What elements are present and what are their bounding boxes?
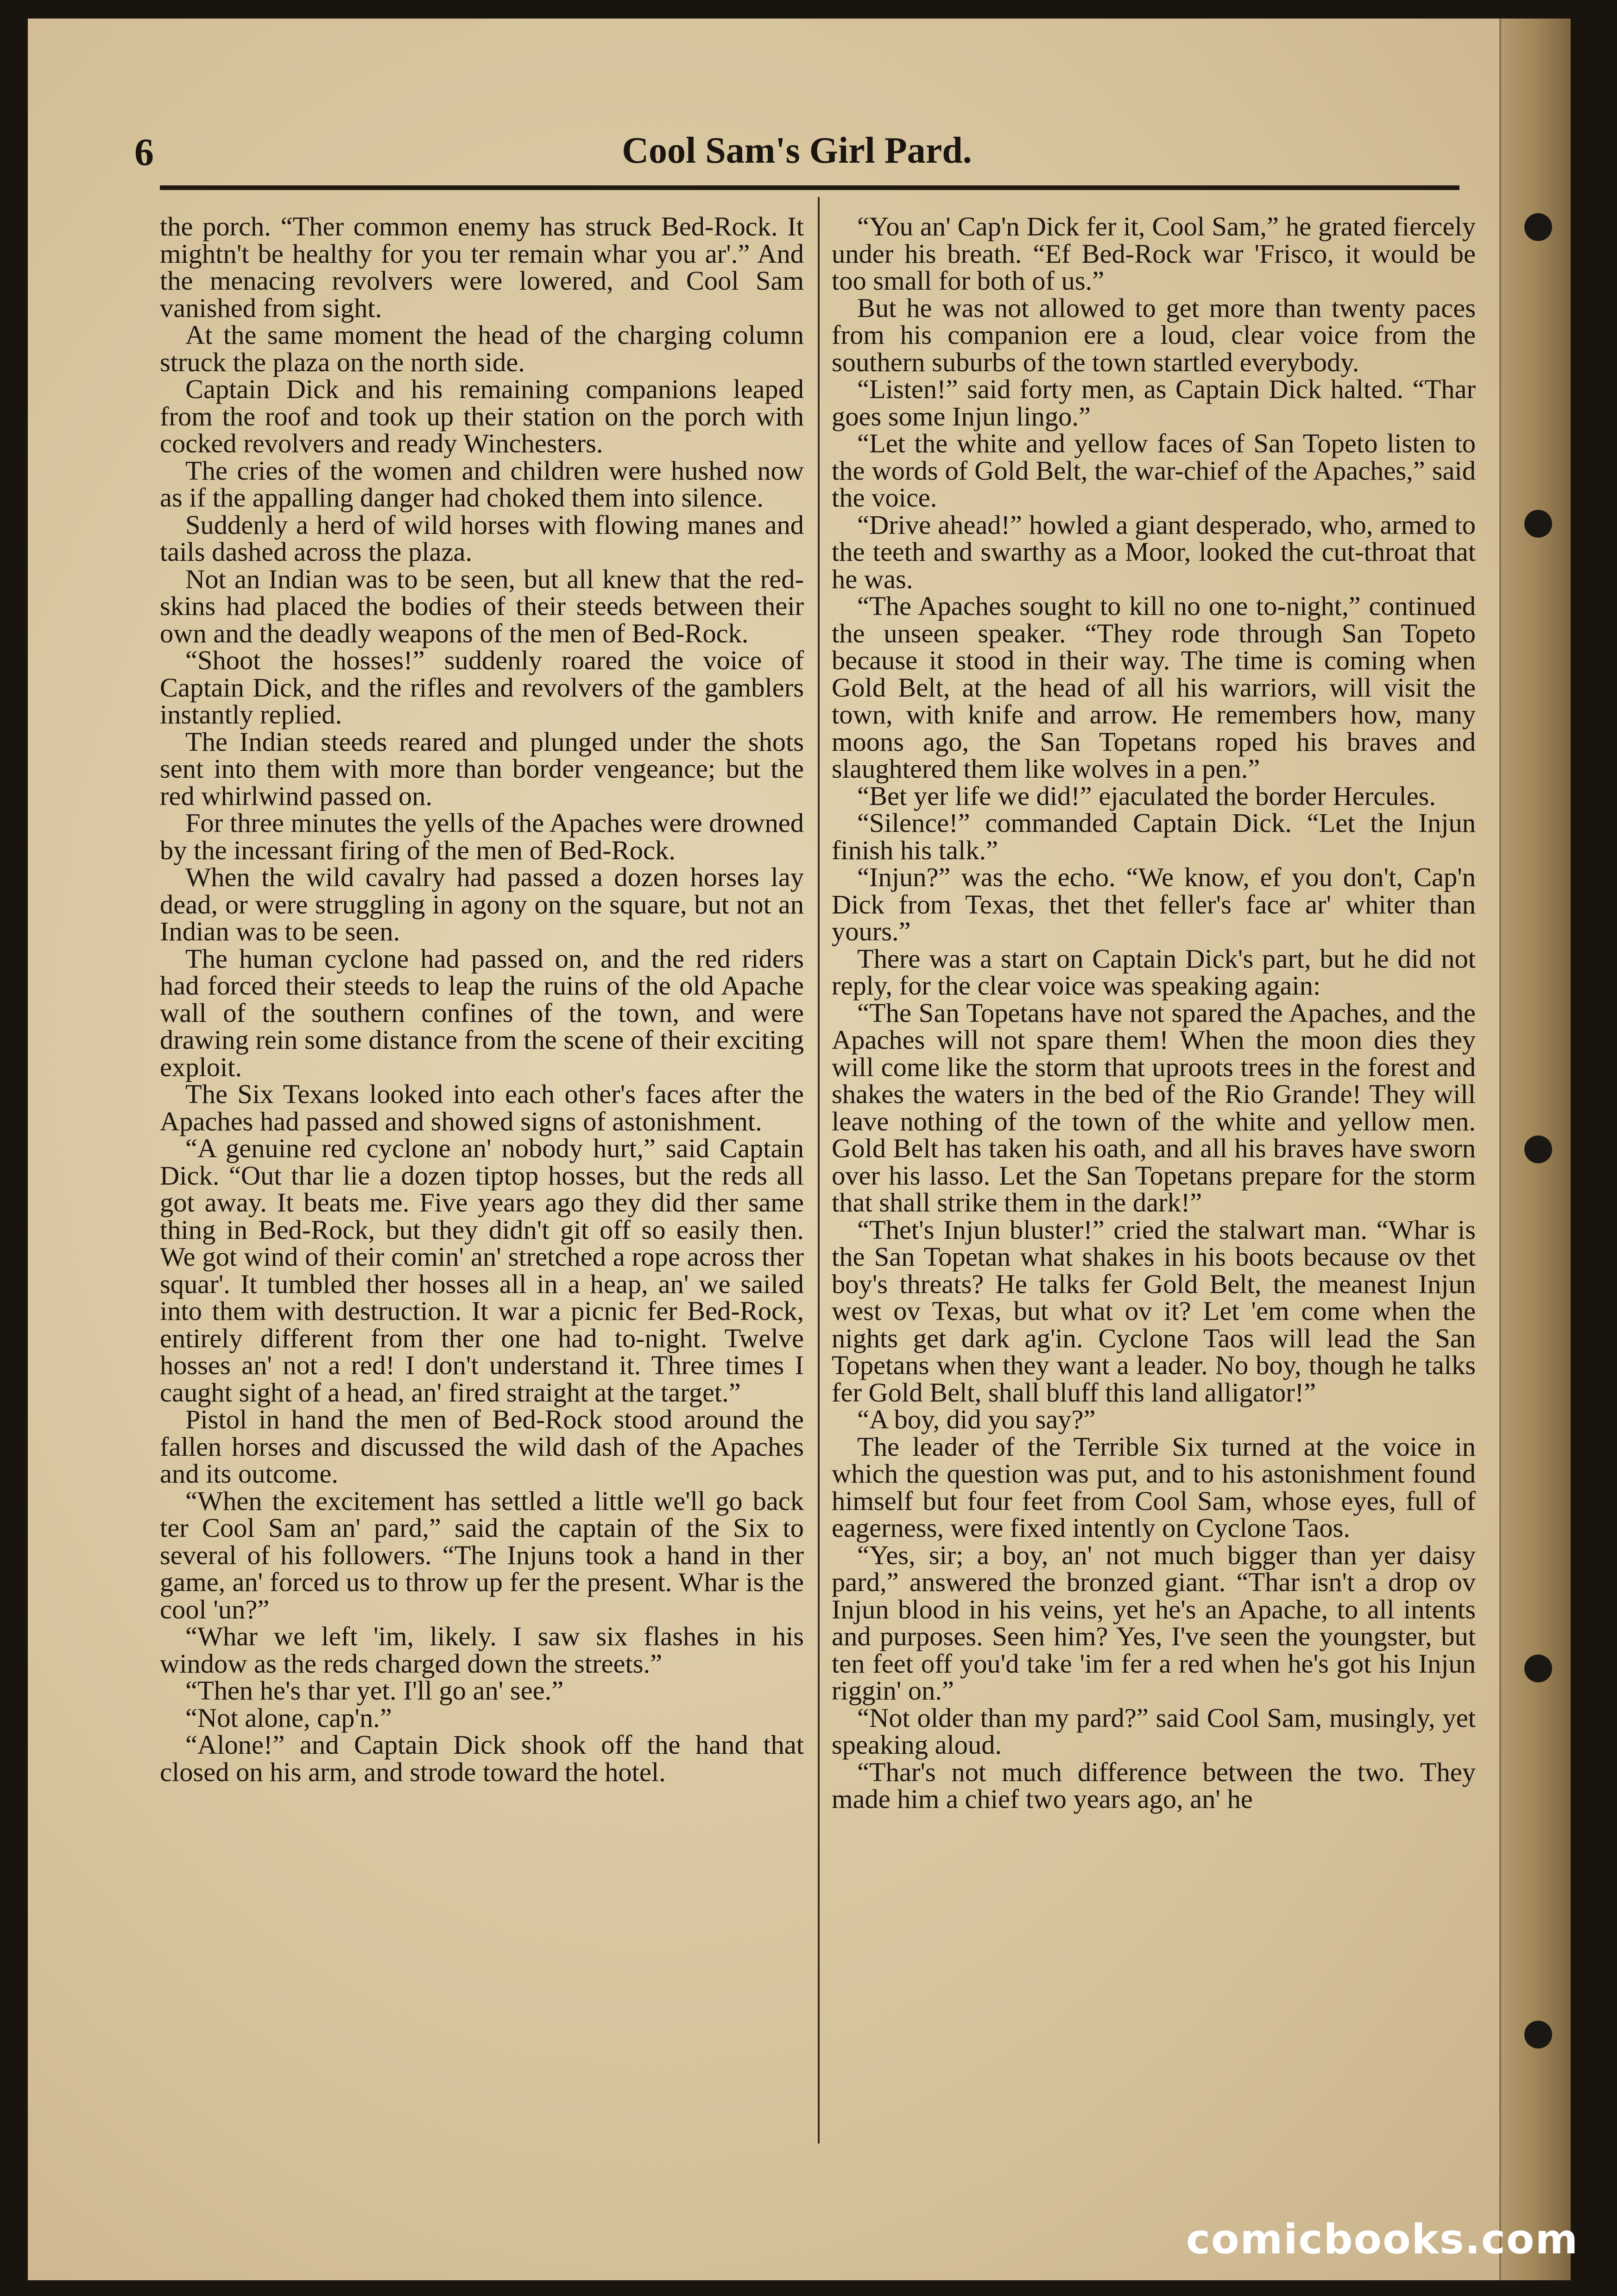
paragraph: The Six Texans looked into each other's faces after the Apaches had passed and showed signs of astonishment. [160,1079,804,1136]
paragraph: “Then he's thar yet. I'll go an' see.” [185,1675,564,1706]
paragraph: “Bet yer life we did!” ejaculated the border Hercules. [857,780,1436,811]
staple [1524,510,1552,538]
paragraph: “Thar's not much difference between the two. They made him a chief two years ago, an' he [832,1757,1476,1814]
left-text-column [160,213,804,1786]
paragraph: For three minutes the yells of the Apaches were drowned by the incessant firing of the men of Bed-Rock. [160,808,804,865]
paragraph: Suddenly a herd of wild horses with flowing manes and tails dashed across the plaza. [160,509,804,567]
paragraph: “When the excitement has settled a little we'll go back ter Cool Sam an' pard,” said the captain of the Six to several of his followers. “The Injuns took a hand in ther game, an' forced us to throw up fer the present. Whar is the cool 'un?” [160,1485,804,1624]
watermark: comicbooks.com [1186,2215,1579,2263]
paragraph: “Alone!” and Captain Dick shook off the hand that closed on his arm, and strode toward the hotel. [160,1730,804,1787]
paragraph: At the same moment the head of the charging column struck the plaza on the north side. [160,320,804,377]
staple [1524,213,1552,241]
paragraph: There was a start on Captain Dick's part, but he did not reply, for the clear voice was speaking again: [832,943,1476,1001]
paragraph: “Silence!” commanded Captain Dick. “Let the Injun finish his talk.” [832,808,1476,865]
paragraph: The cries of the women and children were hushed now as if the appalling danger had choked them into silence. [160,455,804,513]
paragraph: “Injun?” was the echo. “We know, ef you don't, Cap'n Dick from Texas, thet thet feller's face ar' whiter than yours.” [832,862,1476,946]
paragraph: “You an' Cap'n Dick fer it, Cool Sam,” he grated fiercely under his breath. “Ef Bed-Rock war 'Frisco, it would be too small for both of us.” [832,211,1476,296]
page-header [134,125,1459,181]
staple [1524,1655,1552,1682]
paragraph: “The Apaches sought to kill no one to-night,” continued the unseen speaker. “They rode through San Topeto because it stood in their way. The time is coming when Gold Belt, at the head of all his warriors, will visit the town, with knife and arrow. He remembers how, many moons ago, the San Topetans roped his braves and slaughtered them like wolves in a pen.” [832,591,1476,784]
running-title: Cool Sam's Girl Pard. [622,130,972,171]
paragraph: “Thet's Injun bluster!” cried the stalwart man. “Whar is the San Topetan what shakes in his boots because ov thet boy's threats? He talks fer Gold Belt, the meanest Injun west ov Texas, but what ov it? Let 'em come when the nights get dark ag'in. Cyclone Taos will lead the San Topetans when they want a leader. No boy, though he talks fer Gold Belt, shall bluff this land alligator!” [832,1214,1476,1408]
paragraph: The Indian steeds reared and plunged under the shots sent into them with more than border vengeance; but the red whirlwind passed on. [160,726,804,811]
paragraph: Pistol in hand the men of Bed-Rock stood around the fallen horses and discussed the wild dash of the Apaches and its outcome. [160,1404,804,1489]
paragraph: “A boy, did you say?” [857,1404,1096,1434]
paragraph: “A genuine red cyclone an' nobody hurt,” said Captain Dick. “Out thar lie a dozen tiptop hosses, but the reds all got away. It beats me. Five years ago they did ther same thing in Bed-Rock, but they didn't git off so easily then. We got wind of their comin' an' stretched a rope across ther squar'. It tumbled ther hosses all in a heap, an' we sailed into them with destruction. It war a picnic fer Bed-Rock, entirely different from ther one had to-night. Twelve hosses an' not a red! I don't understand it. Three times I caught sight of a head, an' fired straight at the target.” [160,1133,804,1408]
paragraph: Not an Indian was to be seen, but all knew that the red-skins had placed the bodies of their steeds between their own and the deadly weapons of the men of Bed-Rock. [160,564,804,648]
paragraph: “Let the white and yellow faces of San Topeto listen to the words of Gold Belt, the war-chief of the Apaches,” said the voice. [832,428,1476,513]
staple [1524,1135,1552,1163]
paragraph: “The San Topetans have not spared the Apaches, and the Apaches will not spare them! When the moon dies they will come like the storm that uproots trees in the forest and shakes the waters in the bed of the Rio Grande! They will leave nothing of the town of the white and yellow men. Gold Belt has taken his oath, and all his braves have sworn over his lasso. Let the San Topetans prepare for the storm that shall strike them in the dark!” [832,997,1476,1218]
paragraph: “Whar we left 'im, likely. I saw six flashes in his window as the reds charged down the streets.” [160,1621,804,1679]
paragraph: “Drive ahead!” howled a giant desperado, who, armed to the teeth and swarthy as a Moor, looked the cut-throat that he was. [832,509,1476,594]
paragraph: The leader of the Terrible Six turned at the voice in which the question was put, and to his astonishment found himself but four feet from Cool Sam, whose eyes, full of eagerness, were fixed intently on Cyclone Taos. [832,1431,1476,1543]
binding-spine [1499,19,1571,2280]
paragraph: “Shoot the hosses!” suddenly roared the voice of Captain Dick, and the rifles and revolvers of the gamblers instantly replied. [160,645,804,729]
header-rule [160,185,1459,190]
paragraph: The human cyclone had passed on, and the red riders had forced their steeds to leap the ruins of the old Apache wall of the southern confines of the town, and were drawing rein some distance from the scene of their exciting exploit. [160,943,804,1082]
paragraph: But he was not allowed to get more than twenty paces from his companion ere a loud, clear voice from the southern suburbs of the town startled everybody. [832,292,1476,377]
paragraph: “Yes, sir; a boy, an' not much bigger than yer daisy pard,” answered the bronzed giant. “Thar isn't a drop ov Injun blood in his veins, yet he's an Apache, to all intents and purposes. Seen him? Yes, I've seen the youngster, but ten feet off you'd take 'im fer a red when he's got his Injun riggin' on.” [832,1540,1476,1706]
right-text-column [832,213,1476,1813]
paragraph: When the wild cavalry had passed a dozen horses lay dead, or were struggling in agony on the square, but not an Indian was to be seen. [160,862,804,946]
page-number: 6 [134,131,154,174]
paragraph: Captain Dick and his remaining companions leaped from the roof and took up their station on the porch with cocked revolvers and ready Winchesters. [160,374,804,458]
paragraph: “Not alone, cap'n.” [185,1702,392,1733]
paragraph: “Listen!” said forty men, as Captain Dick halted. “Thar goes some Injun lingo.” [832,374,1476,431]
staple [1524,2021,1552,2049]
paragraph: “Not older than my pard?” said Cool Sam, musingly, yet speaking aloud. [832,1702,1476,1760]
paragraph: the porch. “Ther common enemy has struck Bed-Rock. It mightn't be healthy for you ter remain whar you ar'.” And the menacing revolvers were lowered, and Cool Sam vanished from sight. [160,211,804,323]
column-divider [818,197,820,2144]
